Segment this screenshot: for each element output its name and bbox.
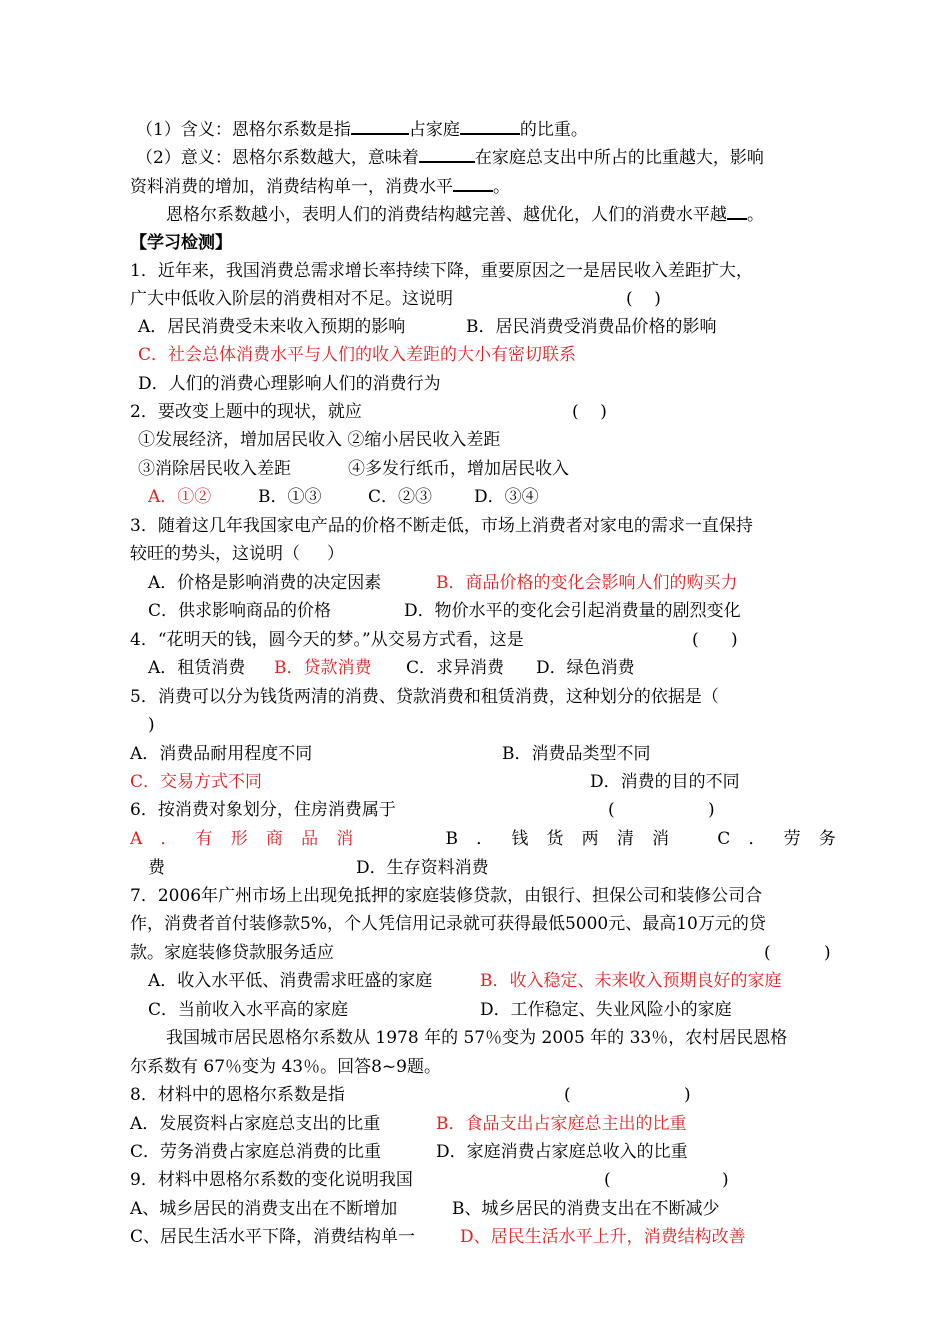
q3-options-ab: A．价格是影响消费的决定因素 B．商品价格的变化会影响人们的购买力	[148, 573, 738, 593]
q8-options-cd: C．劳务消费占家庭总消费的比重 D．家庭消费占家庭总收入的比重	[130, 1142, 688, 1162]
q6-options-cont: 费 D．生存资料消费	[148, 858, 489, 878]
material-text: 尔系数有 67％变为 43％。回答8~9题。	[130, 1057, 441, 1077]
material-text: 我国城市居民恩格尔系数从 1978 年的 57％变为 2005 年的 33％，农村居民恩格	[166, 1028, 788, 1048]
q5-stem: 5．消费可以分为钱货两清的消费、贷款消费和租赁消费，这种划分的依据是（	[130, 687, 719, 707]
line-engel-significance-cont: 资料消费的增加，消费结构单一，消费水平 。	[130, 177, 510, 197]
q6-options-row: A ． 有 形 商 品 消 B ． 钱 货 两 清 消 C ． 劳 务	[130, 829, 836, 849]
q9-options-cd: C、居民生活水平下降，消费结构单一 D、居民生活水平上升，消费结构改善	[130, 1227, 746, 1247]
line-engel-significance: （2）意义：恩格尔系数越大，意味着 在家庭总支出中所占的比重越大，影响	[136, 148, 764, 168]
q7-options-cd: C．当前收入水平高的家庭 D．工作稳定、失业风险小的家庭	[148, 1000, 732, 1020]
q7-stem: 作，消费者首付装修款5%，个人凭信用记录就可获得最低5000元、最高10万元的贷	[130, 914, 766, 934]
line-engel-smaller: 恩格尔系数越小，表明人们的消费结构越完善、越优化，人们的消费水平越 。	[166, 205, 764, 225]
q2-items-12: ①发展经济，增加居民收入 ②缩小居民收入差距	[138, 430, 501, 450]
q6-option-b: B	[445, 829, 459, 849]
q6-stem: 6．按消费对象划分，住房消费属于 ( )	[130, 800, 715, 820]
q3-options-cd: C．供求影响商品的价格 D．物价水平的变化会引起消费量的剧烈变化	[148, 601, 741, 621]
q6-option-c: C	[717, 829, 731, 849]
q9-stem: 9．材料中恩格尔系数的变化说明我国 ( )	[130, 1170, 729, 1190]
q2-items-34: ③消除居民收入差距 ④多发行纸币，增加居民收入	[138, 459, 569, 479]
q7-stem: 7．2006年广州市场上出现免抵押的家庭装修贷款，由银行、担保公司和装修公司合	[130, 886, 763, 906]
q6-option-a: A	[130, 829, 143, 849]
blank	[453, 175, 493, 192]
q7-options-ab: A．收入水平低、消费需求旺盛的家庭 B．收入稳定、未来收入预期良好的家庭	[148, 971, 782, 991]
q1-stem: 广大中低收入阶层的消费相对不足。这说明 ( )	[130, 289, 661, 309]
q5-options-cd: C．交易方式不同 D．消费的目的不同	[130, 772, 740, 792]
line-engel-meaning: （1）含义：恩格尔系数是指 占家庭 的比重。	[136, 120, 588, 140]
blank	[727, 203, 747, 220]
q1-options-ab: A．居民消费受未来收入预期的影响 B．居民消费受消费品价格的影响	[138, 317, 717, 337]
q4-stem: 4．“花明天的钱，圆今天的梦。”从交易方式看，这是 ( )	[130, 630, 738, 650]
q1-stem: 1．近年来，我国消费总需求增长率持续下降，重要原因之一是居民收入差距扩大，	[130, 261, 753, 281]
q9-options-ab: A、城乡居民的消费支出在不断增加 B、城乡居民的消费支出在不断减少	[130, 1199, 720, 1219]
q7-stem: 款。家庭装修贷款服务适应 ( )	[130, 943, 831, 963]
blank	[460, 118, 520, 135]
q5-options-ab: A．消费品耐用程度不同 B．消费品类型不同	[130, 744, 651, 764]
q5-stem: )	[148, 715, 155, 735]
q1-answer-c: C．社会总体消费水平与人们的收入差距的大小有密切联系	[138, 345, 577, 365]
q4-options: A．租赁消费 B．贷款消费 C．求异消费 D．绿色消费	[148, 658, 635, 678]
section-heading: 【学习检测】	[130, 233, 232, 253]
q8-options-ab: A．发展资料占家庭总支出的比重 B．食品支出占家庭总主出的比重	[130, 1114, 687, 1134]
q2-options: A．①② B．①③ C．②③ D．③④	[148, 487, 539, 507]
q3-stem: 较旺的势头，这说明（ ）	[130, 544, 345, 564]
q8-stem: 8．材料中的恩格尔系数是指 ( )	[130, 1085, 691, 1105]
blank	[419, 146, 475, 163]
q1-option-d: D．人们的消费心理影响人们的消费行为	[138, 374, 441, 394]
q2-stem: 2．要改变上题中的现状，就应 ( )	[130, 402, 607, 422]
q3-stem: 3．随着这几年我国家电产品的价格不断走低，市场上消费者对家电的需求一直保持	[130, 516, 753, 536]
blank	[351, 118, 409, 135]
